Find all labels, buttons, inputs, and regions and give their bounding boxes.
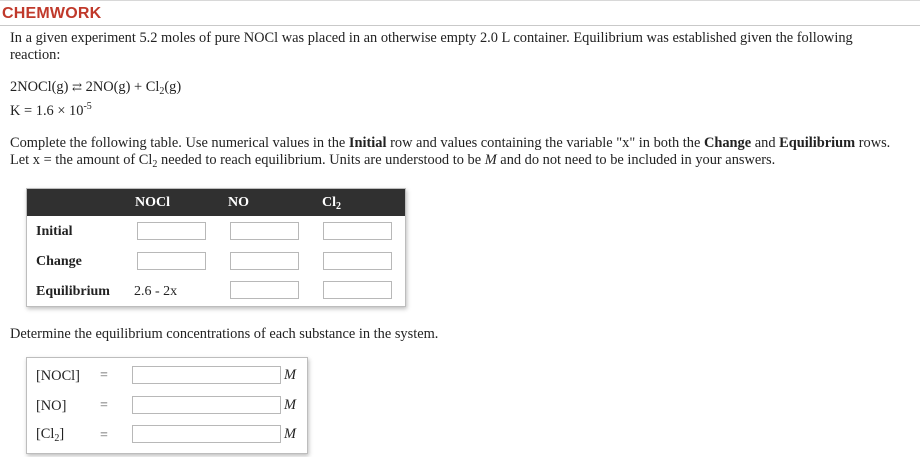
label-cl2-conc: [36, 426, 64, 443]
product-2-state: (g): [164, 79, 182, 95]
input-change-no[interactable]: [230, 252, 299, 270]
concentration-answers: [26, 357, 308, 454]
instr-bold-initial: Initial: [348, 135, 387, 151]
instr-text-2: row and values containing the variable "x" in both the: [386, 135, 704, 151]
label-cl2-close: ]: [59, 426, 65, 442]
input-no-concentration[interactable]: [132, 396, 281, 414]
header-cl2-text: Cl: [322, 195, 336, 210]
header-cl2-subscript: 2: [336, 201, 341, 212]
header-nocl: NOCl: [135, 195, 170, 210]
reactant-formula: 2NOCl: [10, 79, 52, 95]
input-nocl-concentration[interactable]: [132, 366, 281, 384]
unit-molar: M: [284, 397, 296, 413]
product-1-formula: 2NO: [85, 79, 114, 95]
input-equilibrium-no[interactable]: [230, 281, 299, 299]
row-label-initial: Initial: [36, 224, 73, 239]
header-no: NO: [228, 195, 249, 210]
unit-molar: M: [284, 426, 296, 442]
instr-subscript: 2: [152, 159, 158, 170]
product-1-state: (g): [113, 79, 131, 95]
instr-bold-change: Change: [703, 135, 752, 151]
brand-title: CHEMWORK: [2, 5, 102, 22]
header-cl2: [322, 195, 341, 211]
plus-sign: +: [134, 79, 143, 95]
equilibrium-nocl-value: 2.6 - 2x: [134, 284, 178, 299]
input-cl2-concentration[interactable]: [132, 425, 281, 443]
instr-bold-equilibrium: Equilibrium: [779, 135, 856, 151]
equals-sign: =: [100, 398, 108, 413]
label-nocl-conc: [NOCl]: [36, 368, 80, 384]
instr-text-6: and do not need to be included in your answers.: [496, 152, 776, 168]
instr-text-4: rows. Let x = the amount of Cl: [10, 135, 891, 168]
equilibrium-arrow-icon: ⇄: [71, 80, 83, 94]
equilibrium-constant: [10, 103, 92, 120]
k-mantissa: 1.6 × 10: [35, 103, 84, 119]
label-cl2-subscript: 2: [54, 433, 60, 444]
input-change-nocl[interactable]: [137, 252, 206, 270]
reactant-state: (g): [51, 79, 69, 95]
determine-prompt: Determine the equilibrium concentrations of each substance in the system.: [10, 326, 439, 342]
input-initial-no[interactable]: [230, 222, 299, 240]
k-equals: =: [24, 103, 33, 119]
equals-sign: =: [100, 428, 108, 443]
instr-text-1: Complete the following table. Use numerical values in the: [10, 135, 349, 151]
ice-table-header: [27, 189, 405, 216]
instructions: [10, 135, 905, 169]
brand-divider: [0, 25, 920, 26]
ice-table: [26, 188, 406, 307]
label-cl2-open: [Cl: [36, 426, 55, 442]
k-label: K: [10, 103, 21, 119]
row-label-equilibrium: Equilibrium: [36, 284, 110, 299]
top-border: [0, 0, 920, 1]
product-2-subscript: 2: [159, 86, 165, 97]
input-equilibrium-cl2[interactable]: [323, 281, 392, 299]
reaction-equation: [10, 79, 181, 96]
input-change-cl2[interactable]: [323, 252, 392, 270]
label-no-conc: [NO]: [36, 398, 67, 414]
instr-text-3: and: [751, 135, 780, 151]
input-initial-cl2[interactable]: [323, 222, 392, 240]
instr-italic-m: M: [484, 152, 497, 168]
product-2-formula: Cl: [145, 79, 160, 95]
instr-text-5: needed to reach equilibrium. Units are understood to be: [157, 152, 485, 168]
k-exponent: -5: [83, 101, 92, 112]
problem-intro: In a given experiment 5.2 moles of pure NOCl was placed in an otherwise empty 2.0 L container. Equilibrium was established given the following reaction:: [10, 30, 853, 63]
unit-molar: M: [284, 367, 296, 383]
input-initial-nocl[interactable]: [137, 222, 206, 240]
equals-sign: =: [100, 368, 108, 383]
row-label-change: Change: [36, 254, 82, 269]
